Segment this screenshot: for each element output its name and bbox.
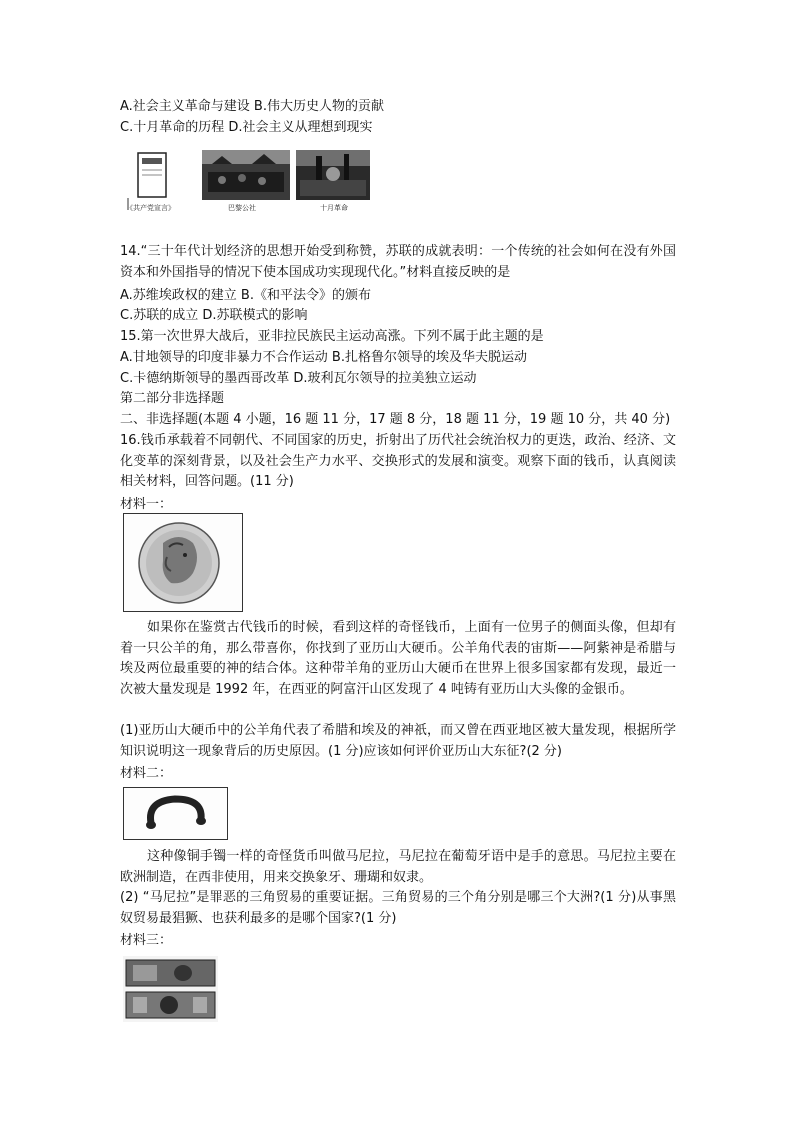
caption-communist-manifesto: 《共产党宣言》 <box>126 204 175 212</box>
material-3-label: 材料三： <box>120 933 173 948</box>
q16-subquestion-1: (1)亚历山大硬币中的公羊角代表了希腊和埃及的神祇，而又曾在西亚地区被大量发现，根据所学知识说明这一现象背后的历史原因。(1 分)应该如何评价亚历山大东征?(2 分) <box>120 723 676 759</box>
q15-option-line-2: C.卡德纳斯领导的墨西哥改革 D.玻利瓦尔领导的拉美独立运动 <box>120 371 477 386</box>
material-2-text: 这种像铜手镯一样的奇怪货币叫做马尼拉，马尼拉在葡萄牙语中是手的意思。马尼拉主要在欧洲制造，在西非使用，用来交换象牙、珊瑚和奴隶。 <box>120 849 676 885</box>
communist-manifesto-image <box>124 150 184 212</box>
q14-option-line-2: C.苏联的成立 D.苏联模式的影响 <box>120 308 308 323</box>
q15-stem: 15.第一次世界大战后，亚非拉民族民主运动高涨。下列不属于此主题的是 <box>120 329 544 344</box>
caption-october-revolution: 十月革命 <box>320 204 348 212</box>
material-1-text: 如果你在鉴赏古代钱币的时候，看到这样的奇怪钱币，上面有一位男子的侧面头像，但却有着一只公羊的角，那么带喜你，你找到了亚历山大硬币。公羊角代表的宙斯——阿紫神是希腊与埃及两位最重要的神的结合体。这种带羊角的亚历山大硬币在世界上很多国家都有发现，最近一次被大量发现是 1992 年，在西亚的阿富汗山区发现了 4 吨铸有亚历山大头像的金银币。 <box>120 620 676 697</box>
material-2-label: 材料二： <box>120 766 173 781</box>
caption-paris-commune: 巴黎公社 <box>228 204 256 212</box>
q13-option-line-2: C.十月革命的历程 D.社会主义从理想到现实 <box>120 120 373 135</box>
alexander-coin-image <box>123 513 243 612</box>
q16-subquestion-2: (2) “马尼拉”是罪恶的三角贸易的重要证据。三角贸易的三个角分别是哪三个大洲?(1 分)从事黑奴贸易最猖獗、也获利最多的是哪个国家?(1 分) <box>120 890 676 926</box>
banknotes-image <box>123 956 218 1022</box>
material-1-label: 材料一： <box>120 497 173 512</box>
q14-option-line-1: A.苏维埃政权的建立 B.《和平法令》的颁布 <box>120 288 371 303</box>
q15-option-line-1: A.甘地领导的印度非暴力不合作运动 B.扎格鲁尔领导的埃及华夫脱运动 <box>120 350 527 365</box>
october-revolution-image <box>296 150 370 212</box>
part2-title: 第二部分非选择题 <box>120 391 225 406</box>
q14-stem: 14.“三十年代计划经济的思想开始受到称赞，苏联的成就表明：一个传统的社会如何在没有外国资本和外国指导的情况下使本国成功实现现代化。”材料直接反映的是 <box>120 244 676 280</box>
paris-commune-image <box>202 150 290 212</box>
part2-heading: 二、非选择题(本题 4 小题，16 题 11 分，17 题 8 分，18 题 11 分，19 题 10 分，共 40 分) <box>120 412 671 427</box>
q13-option-line-1: A.社会主义革命与建设 B.伟大历史人物的贡献 <box>120 99 384 114</box>
manilla-bracelet-image <box>123 787 228 840</box>
q16-intro: 16.钱币承载着不同朝代、不同国家的历史，折射出了历代社会统治权力的更迭，政治、经济、文化变革的深刻背景，以及社会生产力水平、交换形式的发展和演变。观察下面的钱币，认真阅读相关材料，回答问题。(11 分) <box>120 433 676 489</box>
